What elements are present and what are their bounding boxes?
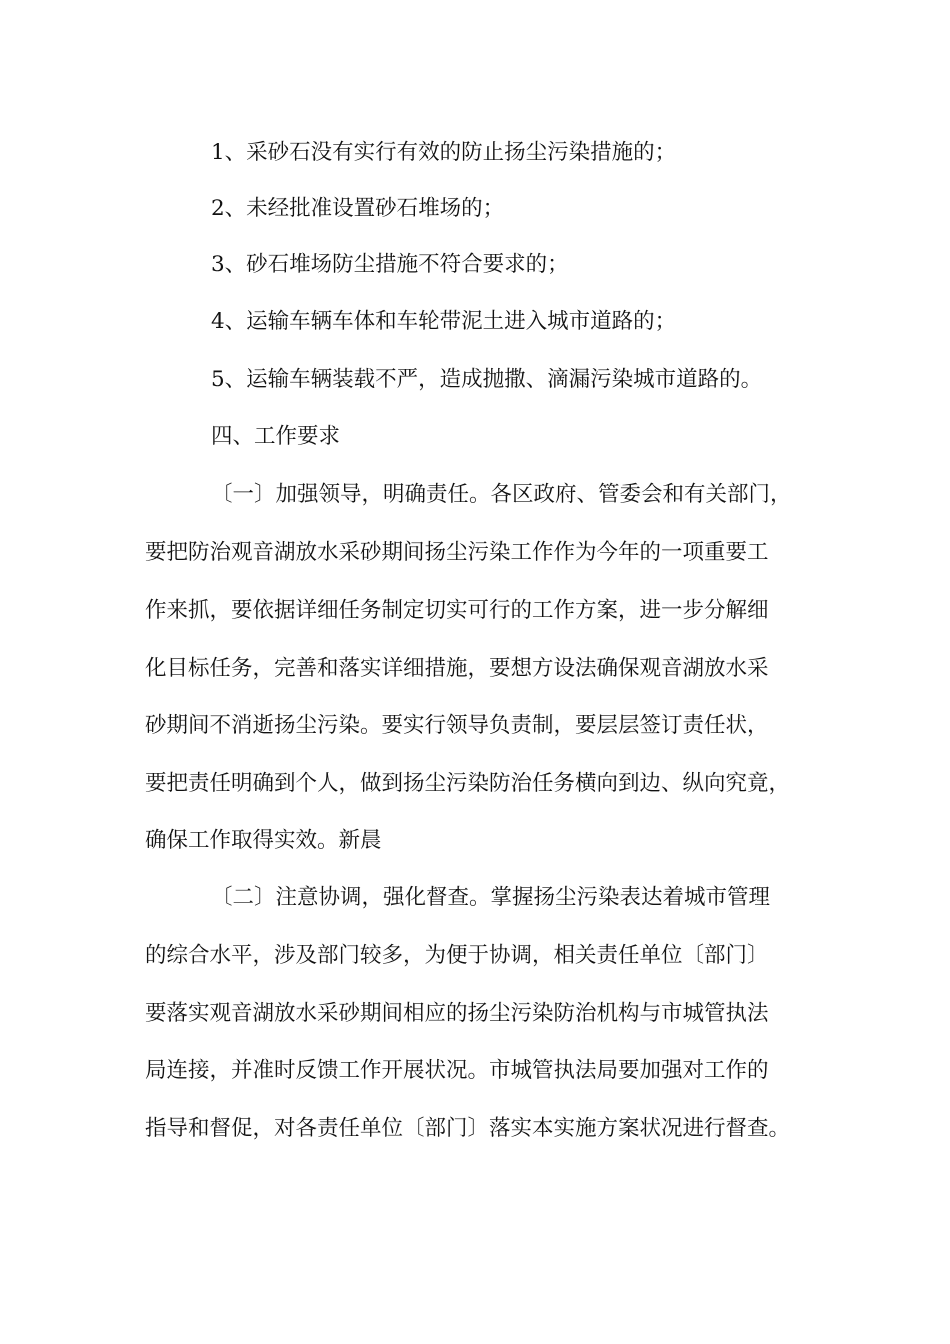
paragraph-line: 〔一〕加强领导，明确责任。各区政府、管委会和有关部门， xyxy=(211,482,792,507)
list-item-2: 2、未经批准设置砂石堆场的； xyxy=(211,196,505,221)
paragraph-line: 的综合水平，涉及部门较多，为便于协调，相关责任单位〔部门〕 xyxy=(145,943,769,968)
paragraph-line: 要把责任明确到个人，做到扬尘污染防治任务横向到边、纵向究竟， xyxy=(145,771,791,796)
section-heading: 四、工作要求 xyxy=(211,424,341,449)
paragraph-line: 〔二〕注意协调，强化督查。掌握扬尘污染表达着城市管理 xyxy=(211,885,771,910)
list-item-3: 3、砂石堆场防尘措施不符合要求的； xyxy=(211,252,569,277)
paragraph-line: 要把防治观音湖放水采砂期间扬尘污染工作作为今年的一项重要工 xyxy=(145,540,769,565)
paragraph-line: 化目标任务，完善和落实详细措施，要想方设法确保观音湖放水采 xyxy=(145,656,769,681)
list-item-1: 1、采砂石没有实行有效的防止扬尘污染措施的； xyxy=(211,140,677,165)
paragraph-line: 确保工作取得实效。新晨 xyxy=(145,828,382,853)
paragraph-line: 局连接，并准时反馈工作开展状况。市城管执法局要加强对工作的 xyxy=(145,1058,769,1083)
paragraph-line: 要落实观音湖放水采砂期间相应的扬尘污染防治机构与市城管执法 xyxy=(145,1001,769,1026)
list-item-4: 4、运输车辆车体和车轮带泥土进入城市道路的； xyxy=(211,309,677,334)
paragraph-line: 作来抓，要依据详细任务制定切实可行的工作方案，进一步分解细 xyxy=(145,598,769,623)
list-item-5: 5、运输车辆装载不严，造成抛撒、滴漏污染城市道路的。 xyxy=(211,367,763,392)
paragraph-line: 指导和督促，对各责任单位〔部门〕落实本实施方案状况进行督查。 xyxy=(145,1116,791,1141)
paragraph-line: 砂期间不消逝扬尘污染。要实行领导负责制，要层层签订责任状， xyxy=(145,713,769,738)
